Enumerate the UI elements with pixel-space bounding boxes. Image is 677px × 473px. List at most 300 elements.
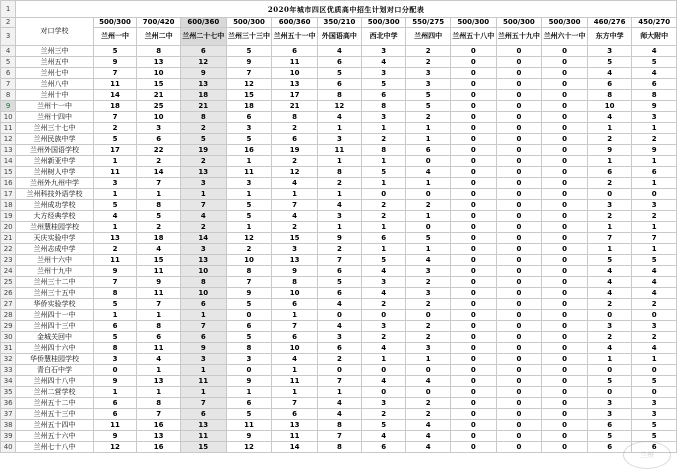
row-number[interactable]: 29: [1, 321, 16, 332]
value-cell[interactable]: 7: [180, 321, 226, 332]
value-cell[interactable]: 2: [587, 332, 632, 343]
value-cell[interactable]: 4: [317, 398, 361, 409]
value-cell[interactable]: 9: [317, 233, 361, 244]
school-name-cell[interactable]: 兰州五十六中: [16, 431, 93, 442]
value-cell[interactable]: 0: [542, 387, 588, 398]
value-cell[interactable]: 3: [632, 112, 677, 123]
value-cell[interactable]: 6: [587, 442, 632, 453]
value-cell[interactable]: 0: [450, 398, 496, 409]
value-cell[interactable]: 0: [450, 321, 496, 332]
school-name-cell[interactable]: 兰州五中: [16, 57, 93, 68]
value-cell[interactable]: 6: [361, 442, 406, 453]
quota-cell[interactable]: 460/276: [587, 18, 632, 28]
row-number[interactable]: 35: [1, 387, 16, 398]
value-cell[interactable]: 0: [542, 354, 588, 365]
value-cell[interactable]: 6: [137, 134, 181, 145]
value-cell[interactable]: 0: [450, 222, 496, 233]
value-cell[interactable]: 0: [496, 266, 542, 277]
row-number[interactable]: 6: [1, 68, 16, 79]
value-cell[interactable]: 0: [587, 189, 632, 200]
value-cell[interactable]: 2: [587, 211, 632, 222]
value-cell[interactable]: 1: [180, 189, 226, 200]
value-cell[interactable]: 4: [406, 420, 451, 431]
value-cell[interactable]: 8: [317, 90, 361, 101]
value-cell[interactable]: 12: [226, 233, 272, 244]
value-cell[interactable]: 4: [272, 178, 318, 189]
value-cell[interactable]: 4: [587, 68, 632, 79]
value-cell[interactable]: 7: [587, 233, 632, 244]
value-cell[interactable]: 0: [542, 398, 588, 409]
value-cell[interactable]: 1: [587, 156, 632, 167]
value-cell[interactable]: 13: [180, 167, 226, 178]
value-cell[interactable]: 12: [180, 57, 226, 68]
value-cell[interactable]: 4: [632, 343, 677, 354]
value-cell[interactable]: 16: [137, 442, 181, 453]
value-cell[interactable]: 4: [137, 244, 181, 255]
value-cell[interactable]: 6: [587, 420, 632, 431]
value-cell[interactable]: 9: [93, 431, 137, 442]
row-number[interactable]: 17: [1, 189, 16, 200]
value-cell[interactable]: 14: [137, 167, 181, 178]
row-number[interactable]: 10: [1, 112, 16, 123]
value-cell[interactable]: 7: [137, 299, 181, 310]
value-cell[interactable]: 2: [272, 156, 318, 167]
value-cell[interactable]: 0: [450, 420, 496, 431]
row-number[interactable]: 4: [1, 46, 16, 57]
value-cell[interactable]: 4: [632, 68, 677, 79]
value-cell[interactable]: 1: [93, 310, 137, 321]
school-name-cell[interactable]: 兰州民族中学: [16, 134, 93, 145]
value-cell[interactable]: 1: [587, 123, 632, 134]
value-cell[interactable]: 2: [272, 222, 318, 233]
value-cell[interactable]: 3: [180, 178, 226, 189]
value-cell[interactable]: 9: [226, 288, 272, 299]
value-cell[interactable]: 13: [137, 376, 181, 387]
value-cell[interactable]: 9: [632, 145, 677, 156]
value-cell[interactable]: 0: [496, 420, 542, 431]
value-cell[interactable]: 0: [542, 233, 588, 244]
column-header[interactable]: 兰州五十一中: [272, 28, 318, 46]
value-cell[interactable]: 4: [137, 354, 181, 365]
value-cell[interactable]: 5: [226, 409, 272, 420]
value-cell[interactable]: 9: [93, 376, 137, 387]
value-cell[interactable]: 5: [93, 46, 137, 57]
value-cell[interactable]: 1: [317, 156, 361, 167]
school-name-cell[interactable]: 兰州成功学校: [16, 200, 93, 211]
value-cell[interactable]: 4: [317, 321, 361, 332]
row-number[interactable]: 15: [1, 167, 16, 178]
value-cell[interactable]: 5: [587, 376, 632, 387]
value-cell[interactable]: 6: [272, 299, 318, 310]
value-cell[interactable]: 7: [272, 398, 318, 409]
quota-cell[interactable]: 500/300: [226, 18, 272, 28]
value-cell[interactable]: 0: [496, 321, 542, 332]
value-cell[interactable]: 0: [450, 288, 496, 299]
value-cell[interactable]: 0: [406, 365, 451, 376]
value-cell[interactable]: 13: [137, 431, 181, 442]
value-cell[interactable]: 16: [137, 420, 181, 431]
row-number[interactable]: 34: [1, 376, 16, 387]
value-cell[interactable]: 11: [137, 266, 181, 277]
value-cell[interactable]: 4: [632, 46, 677, 57]
value-cell[interactable]: 1: [587, 244, 632, 255]
value-cell[interactable]: 6: [93, 398, 137, 409]
value-cell[interactable]: 11: [272, 431, 318, 442]
value-cell[interactable]: 11: [180, 376, 226, 387]
value-cell[interactable]: 3: [180, 244, 226, 255]
value-cell[interactable]: 9: [632, 101, 677, 112]
value-cell[interactable]: 9: [180, 343, 226, 354]
value-cell[interactable]: 0: [226, 310, 272, 321]
value-cell[interactable]: 1: [93, 189, 137, 200]
value-cell[interactable]: 6: [226, 112, 272, 123]
value-cell[interactable]: 18: [93, 101, 137, 112]
value-cell[interactable]: 4: [406, 167, 451, 178]
school-name-cell[interactable]: 华侨实验学校: [16, 299, 93, 310]
value-cell[interactable]: 6: [180, 299, 226, 310]
value-cell[interactable]: 2: [361, 211, 406, 222]
value-cell[interactable]: 0: [496, 365, 542, 376]
value-cell[interactable]: 0: [450, 156, 496, 167]
row-number[interactable]: 23: [1, 255, 16, 266]
value-cell[interactable]: 0: [632, 387, 677, 398]
column-header[interactable]: 东方中学: [587, 28, 632, 46]
value-cell[interactable]: 8: [180, 277, 226, 288]
value-cell[interactable]: 2: [137, 156, 181, 167]
value-cell[interactable]: 2: [632, 332, 677, 343]
value-cell[interactable]: 1: [93, 387, 137, 398]
value-cell[interactable]: 4: [180, 211, 226, 222]
value-cell[interactable]: 1: [632, 354, 677, 365]
school-name-cell[interactable]: 兰州十四中: [16, 112, 93, 123]
quota-cell[interactable]: 600/360: [272, 18, 318, 28]
value-cell[interactable]: 8: [93, 288, 137, 299]
value-cell[interactable]: 3: [93, 178, 137, 189]
value-cell[interactable]: 5: [406, 90, 451, 101]
value-cell[interactable]: 15: [137, 255, 181, 266]
value-cell[interactable]: 0: [450, 310, 496, 321]
column-header[interactable]: 兰州一中: [93, 28, 137, 46]
value-cell[interactable]: 3: [632, 409, 677, 420]
value-cell[interactable]: 6: [632, 79, 677, 90]
value-cell[interactable]: 0: [406, 156, 451, 167]
value-cell[interactable]: 7: [272, 200, 318, 211]
value-cell[interactable]: 9: [93, 266, 137, 277]
value-cell[interactable]: 3: [406, 266, 451, 277]
value-cell[interactable]: 0: [542, 101, 588, 112]
value-cell[interactable]: 3: [226, 123, 272, 134]
value-cell[interactable]: 4: [272, 211, 318, 222]
column-header[interactable]: 外国语高中: [317, 28, 361, 46]
value-cell[interactable]: 1: [632, 156, 677, 167]
value-cell[interactable]: 8: [587, 90, 632, 101]
school-name-cell[interactable]: 华侨慧桂园学校: [16, 354, 93, 365]
column-header[interactable]: 师大附中: [632, 28, 677, 46]
row-number[interactable]: 24: [1, 266, 16, 277]
value-cell[interactable]: 0: [542, 277, 588, 288]
value-cell[interactable]: 0: [542, 167, 588, 178]
value-cell[interactable]: 0: [542, 211, 588, 222]
value-cell[interactable]: 6: [180, 332, 226, 343]
value-cell[interactable]: 0: [450, 211, 496, 222]
value-cell[interactable]: 1: [226, 189, 272, 200]
value-cell[interactable]: 7: [93, 68, 137, 79]
value-cell[interactable]: 0: [496, 409, 542, 420]
value-cell[interactable]: 1: [137, 310, 181, 321]
value-cell[interactable]: 11: [93, 167, 137, 178]
value-cell[interactable]: 5: [93, 332, 137, 343]
value-cell[interactable]: 0: [450, 145, 496, 156]
value-cell[interactable]: 2: [587, 178, 632, 189]
value-cell[interactable]: 12: [93, 442, 137, 453]
value-cell[interactable]: 0: [496, 277, 542, 288]
value-cell[interactable]: 0: [542, 332, 588, 343]
value-cell[interactable]: 15: [226, 90, 272, 101]
value-cell[interactable]: 11: [272, 376, 318, 387]
value-cell[interactable]: 14: [272, 442, 318, 453]
value-cell[interactable]: 0: [450, 354, 496, 365]
value-cell[interactable]: 1: [406, 354, 451, 365]
school-name-cell[interactable]: 青白石中学: [16, 365, 93, 376]
value-cell[interactable]: 4: [361, 431, 406, 442]
value-cell[interactable]: 8: [93, 343, 137, 354]
value-cell[interactable]: 0: [450, 112, 496, 123]
school-name-cell[interactable]: 大方经典学校: [16, 211, 93, 222]
value-cell[interactable]: 4: [93, 211, 137, 222]
row-number[interactable]: 18: [1, 200, 16, 211]
row-number[interactable]: 7: [1, 79, 16, 90]
value-cell[interactable]: 0: [542, 200, 588, 211]
value-cell[interactable]: 4: [406, 376, 451, 387]
value-cell[interactable]: 10: [272, 288, 318, 299]
value-cell[interactable]: 0: [496, 145, 542, 156]
value-cell[interactable]: 15: [180, 442, 226, 453]
value-cell[interactable]: 0: [450, 365, 496, 376]
value-cell[interactable]: 0: [361, 365, 406, 376]
value-cell[interactable]: 0: [496, 123, 542, 134]
value-cell[interactable]: 4: [632, 288, 677, 299]
value-cell[interactable]: 0: [632, 365, 677, 376]
value-cell[interactable]: 1: [137, 365, 181, 376]
school-name-cell[interactable]: 金城关回中: [16, 332, 93, 343]
value-cell[interactable]: 4: [317, 200, 361, 211]
value-cell[interactable]: 12: [226, 79, 272, 90]
value-cell[interactable]: 5: [226, 211, 272, 222]
value-cell[interactable]: 4: [632, 266, 677, 277]
value-cell[interactable]: 3: [317, 211, 361, 222]
value-cell[interactable]: 16: [226, 145, 272, 156]
value-cell[interactable]: 3: [406, 343, 451, 354]
value-cell[interactable]: 2: [587, 134, 632, 145]
value-cell[interactable]: 2: [317, 354, 361, 365]
value-cell[interactable]: 3: [361, 321, 406, 332]
value-cell[interactable]: 4: [406, 442, 451, 453]
value-cell[interactable]: 2: [361, 299, 406, 310]
value-cell[interactable]: 2: [137, 222, 181, 233]
value-cell[interactable]: 6: [180, 46, 226, 57]
value-cell[interactable]: 6: [317, 57, 361, 68]
value-cell[interactable]: 14: [180, 233, 226, 244]
value-cell[interactable]: 17: [272, 90, 318, 101]
school-name-cell[interactable]: 兰州三中: [16, 46, 93, 57]
value-cell[interactable]: 1: [632, 244, 677, 255]
value-cell[interactable]: 7: [226, 68, 272, 79]
value-cell[interactable]: 0: [406, 222, 451, 233]
value-cell[interactable]: 6: [317, 288, 361, 299]
value-cell[interactable]: 4: [361, 288, 406, 299]
value-cell[interactable]: 0: [317, 365, 361, 376]
value-cell[interactable]: 0: [496, 57, 542, 68]
value-cell[interactable]: 1: [406, 178, 451, 189]
value-cell[interactable]: 6: [226, 321, 272, 332]
value-cell[interactable]: 3: [226, 178, 272, 189]
value-cell[interactable]: 0: [361, 387, 406, 398]
value-cell[interactable]: 4: [587, 288, 632, 299]
value-cell[interactable]: 1: [317, 222, 361, 233]
value-cell[interactable]: 4: [317, 112, 361, 123]
row-number[interactable]: 20: [1, 222, 16, 233]
value-cell[interactable]: 0: [496, 299, 542, 310]
row-number[interactable]: 1: [1, 1, 16, 18]
value-cell[interactable]: 3: [93, 354, 137, 365]
value-cell[interactable]: 6: [180, 409, 226, 420]
value-cell[interactable]: 9: [180, 68, 226, 79]
value-cell[interactable]: 6: [137, 332, 181, 343]
value-cell[interactable]: 0: [496, 101, 542, 112]
school-name-cell[interactable]: 天庆实验中学: [16, 233, 93, 244]
value-cell[interactable]: 10: [226, 255, 272, 266]
school-name-cell[interactable]: 兰州二营学校: [16, 387, 93, 398]
value-cell[interactable]: 0: [542, 222, 588, 233]
value-cell[interactable]: 0: [632, 310, 677, 321]
value-cell[interactable]: 14: [93, 90, 137, 101]
value-cell[interactable]: 0: [450, 123, 496, 134]
value-cell[interactable]: 8: [361, 101, 406, 112]
value-cell[interactable]: 4: [587, 266, 632, 277]
row-number[interactable]: 28: [1, 310, 16, 321]
row-number[interactable]: 32: [1, 354, 16, 365]
value-cell[interactable]: 0: [450, 79, 496, 90]
value-cell[interactable]: 8: [632, 90, 677, 101]
value-cell[interactable]: 2: [361, 134, 406, 145]
value-cell[interactable]: 9: [226, 57, 272, 68]
value-cell[interactable]: 0: [542, 310, 588, 321]
value-cell[interactable]: 6: [632, 442, 677, 453]
value-cell[interactable]: 8: [137, 398, 181, 409]
value-cell[interactable]: 6: [317, 266, 361, 277]
value-cell[interactable]: 5: [587, 431, 632, 442]
value-cell[interactable]: 2: [361, 332, 406, 343]
row-number[interactable]: 30: [1, 332, 16, 343]
value-cell[interactable]: 6: [272, 134, 318, 145]
value-cell[interactable]: 4: [361, 57, 406, 68]
value-cell[interactable]: 5: [226, 46, 272, 57]
value-cell[interactable]: 0: [361, 189, 406, 200]
value-cell[interactable]: 0: [496, 167, 542, 178]
value-cell[interactable]: 2: [406, 112, 451, 123]
value-cell[interactable]: 5: [317, 68, 361, 79]
value-cell[interactable]: 0: [542, 255, 588, 266]
value-cell[interactable]: 9: [272, 266, 318, 277]
value-cell[interactable]: 2: [180, 123, 226, 134]
value-cell[interactable]: 1: [317, 387, 361, 398]
value-cell[interactable]: 0: [450, 68, 496, 79]
value-cell[interactable]: 4: [587, 112, 632, 123]
value-cell[interactable]: 3: [272, 244, 318, 255]
value-cell[interactable]: 0: [496, 442, 542, 453]
value-cell[interactable]: 0: [450, 387, 496, 398]
value-cell[interactable]: 1: [632, 222, 677, 233]
value-cell[interactable]: 11: [93, 420, 137, 431]
value-cell[interactable]: 0: [450, 101, 496, 112]
value-cell[interactable]: 5: [632, 57, 677, 68]
value-cell[interactable]: 3: [587, 409, 632, 420]
value-cell[interactable]: 4: [317, 409, 361, 420]
value-cell[interactable]: 11: [317, 145, 361, 156]
school-name-cell[interactable]: 兰州四十八中: [16, 376, 93, 387]
value-cell[interactable]: 5: [226, 332, 272, 343]
value-cell[interactable]: 3: [361, 46, 406, 57]
value-cell[interactable]: 0: [496, 398, 542, 409]
value-cell[interactable]: 3: [317, 134, 361, 145]
school-name-cell[interactable]: 兰州科技外语学校: [16, 189, 93, 200]
school-name-cell[interactable]: 兰州三十二中: [16, 277, 93, 288]
value-cell[interactable]: 1: [587, 222, 632, 233]
value-cell[interactable]: 10: [137, 68, 181, 79]
value-cell[interactable]: 2: [361, 409, 406, 420]
value-cell[interactable]: 18: [180, 90, 226, 101]
quota-cell[interactable]: 500/300: [496, 18, 542, 28]
value-cell[interactable]: 2: [317, 178, 361, 189]
school-name-cell[interactable]: 兰州五十四中: [16, 420, 93, 431]
row-number[interactable]: 36: [1, 398, 16, 409]
quota-cell[interactable]: 600/360: [180, 18, 226, 28]
value-cell[interactable]: 2: [317, 244, 361, 255]
value-cell[interactable]: 5: [361, 167, 406, 178]
value-cell[interactable]: 6: [406, 145, 451, 156]
value-cell[interactable]: 0: [496, 222, 542, 233]
value-cell[interactable]: 0: [496, 178, 542, 189]
value-cell[interactable]: 2: [587, 299, 632, 310]
value-cell[interactable]: 0: [406, 310, 451, 321]
value-cell[interactable]: 1: [137, 189, 181, 200]
value-cell[interactable]: 0: [450, 57, 496, 68]
value-cell[interactable]: 8: [272, 277, 318, 288]
value-cell[interactable]: 10: [272, 68, 318, 79]
school-name-cell[interactable]: 兰州五十三中: [16, 409, 93, 420]
value-cell[interactable]: 0: [450, 244, 496, 255]
school-name-cell[interactable]: 兰州十九中: [16, 266, 93, 277]
value-cell[interactable]: 13: [180, 420, 226, 431]
value-cell[interactable]: 8: [180, 112, 226, 123]
value-cell[interactable]: 3: [137, 123, 181, 134]
value-cell[interactable]: 7: [93, 277, 137, 288]
sheet-title[interactable]: 2020年城市四区优质高中招生计划对口分配表: [16, 1, 677, 18]
value-cell[interactable]: 0: [226, 365, 272, 376]
value-cell[interactable]: 3: [317, 332, 361, 343]
value-cell[interactable]: 1: [632, 178, 677, 189]
value-cell[interactable]: 5: [587, 57, 632, 68]
value-cell[interactable]: 0: [496, 189, 542, 200]
value-cell[interactable]: 10: [180, 266, 226, 277]
value-cell[interactable]: 3: [406, 79, 451, 90]
value-cell[interactable]: 0: [542, 321, 588, 332]
value-cell[interactable]: 0: [450, 255, 496, 266]
value-cell[interactable]: 1: [180, 387, 226, 398]
school-name-cell[interactable]: 兰州十一中: [16, 101, 93, 112]
value-cell[interactable]: 2: [406, 332, 451, 343]
value-cell[interactable]: 11: [226, 420, 272, 431]
